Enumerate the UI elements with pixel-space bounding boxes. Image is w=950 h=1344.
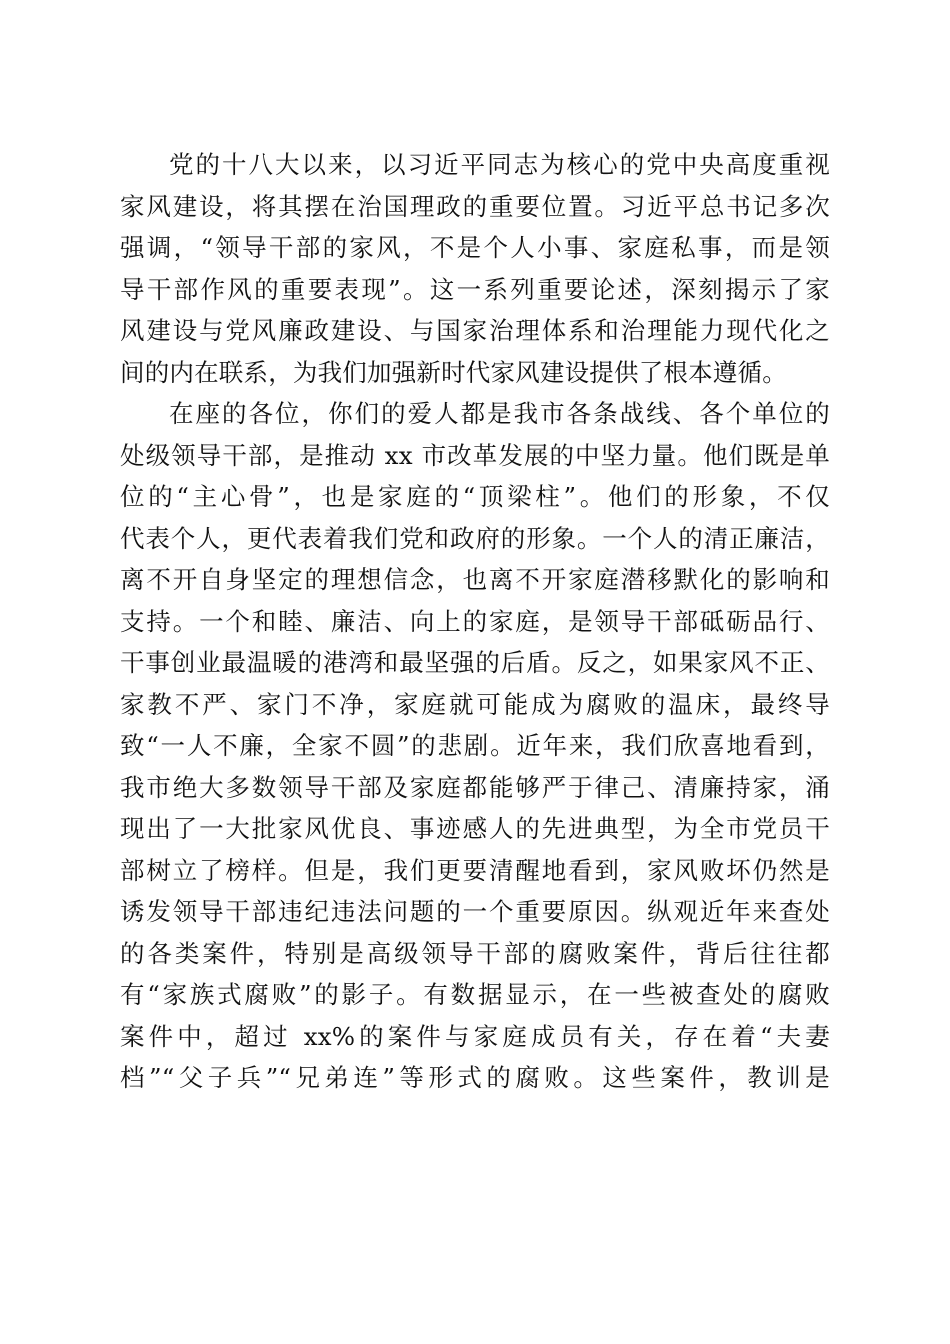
text-line: 强调，“领导干部的家风，不是个人小事、家庭私事，而是领 bbox=[120, 233, 830, 262]
text-line: 档”“父子兵”“兄弟连”等形式的腐败。这些案件，教训是 bbox=[120, 1063, 830, 1092]
text-line: 位的“主心骨”，也是家庭的“顶梁柱”。他们的形象，不仅 bbox=[120, 482, 830, 511]
paragraph-2 bbox=[120, 393, 830, 1099]
text-line: 有“家族式腐败”的影子。有数据显示，在一些被查处的腐败 bbox=[120, 980, 830, 1009]
body-text bbox=[120, 144, 830, 1099]
text-line: 处级领导干部，是推动 xx 市改革发展的中坚力量。他们既是单 bbox=[120, 440, 830, 470]
text-line: 部树立了榜样。但是，我们更要清醒地看到，家风败坏仍然是 bbox=[120, 855, 830, 885]
text-line: 离不开自身坚定的理想信念，也离不开家庭潜移默化的影响和 bbox=[120, 565, 830, 594]
text-line: 案件中，超过 xx%的案件与家庭成员有关，存在着“夫妻 bbox=[120, 1021, 830, 1051]
text-line: 风建设与党风廉政建设、与国家治理体系和治理能力现代化之 bbox=[120, 316, 830, 345]
text-line: 诱发领导干部违纪违法问题的一个重要原因。纵观近年来查处 bbox=[120, 897, 830, 926]
text-line: 现出了一大批家风优良、事迹感人的先进典型，为全市党员干 bbox=[120, 814, 830, 843]
text-line: 干事创业最温暖的港湾和最坚强的后盾。反之，如果家风不正、 bbox=[120, 648, 830, 677]
text-line: 家教不严、家门不净，家庭就可能成为腐败的温床，最终导 bbox=[120, 689, 830, 719]
text-line: 代表个人，更代表着我们党和政府的形象。一个人的清正廉洁， bbox=[120, 523, 830, 553]
paragraph-1 bbox=[120, 144, 830, 393]
text-line: 党的十八大以来，以习近平同志为核心的党中央高度重视 bbox=[169, 150, 830, 179]
text-line: 致“一人不廉，全家不圆”的悲剧。近年来，我们欣喜地看到， bbox=[120, 731, 830, 760]
text-line: 在座的各位，你们的爱人都是我市各条战线、各个单位的 bbox=[169, 399, 830, 428]
text-line: 间的内在联系，为我们加强新时代家风建设提供了根本遵循。 bbox=[120, 357, 787, 387]
text-line: 的各类案件，特别是高级领导干部的腐败案件，背后往往都 bbox=[120, 938, 830, 968]
text-line: 支持。一个和睦、廉洁、向上的家庭，是领导干部砥砺品行、 bbox=[120, 606, 830, 636]
text-line: 我市绝大多数领导干部及家庭都能够严于律己、清廉持家，涌 bbox=[120, 772, 830, 802]
text-line: 导干部作风的重要表现”。这一系列重要论述，深刻揭示了家 bbox=[120, 274, 830, 304]
text-line: 家风建设，将其摆在治国理政的重要位置。习近平总书记多次 bbox=[120, 191, 830, 221]
